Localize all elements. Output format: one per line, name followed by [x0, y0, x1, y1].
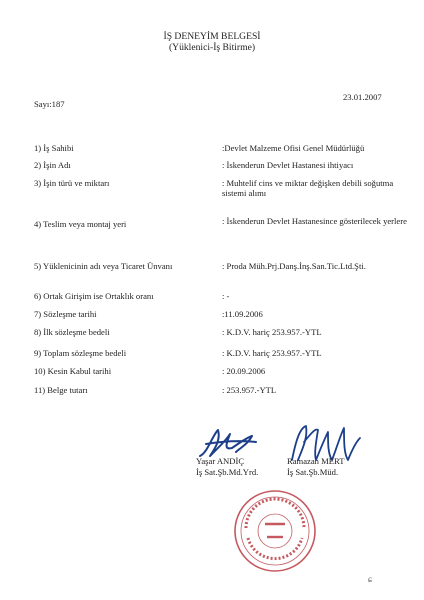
signatory-title: İş Sat.Şb.Müd.	[287, 467, 339, 477]
row-value: : Proda Müh.Prj.Danş.İnş.San.Tic.Ltd.Şti.	[222, 261, 366, 271]
row-value: : -	[222, 291, 230, 301]
row-value: : K.D.V. hariç 253.957.-YTL	[222, 348, 322, 358]
document-number: Sayı:187	[34, 99, 65, 109]
document-title: İŞ DENEYİM BELGESİ	[163, 31, 261, 42]
row-label: 4) Teslim veya montaj yeri	[34, 219, 127, 229]
row-label: 5) Yüklenicinin adı veya Ticaret Ünvanı	[34, 261, 173, 271]
document-subtitle: (Yüklenici-İş Bitirme)	[168, 42, 256, 53]
corner-mark-icon: ɕ	[368, 574, 372, 584]
row-label: 10) Kesin Kabul tarihi	[34, 366, 112, 376]
row-label: 6) Ortak Girişim ise Ortaklık oranı	[34, 291, 154, 301]
row-label: 1) İş Sahibi	[34, 143, 74, 153]
signatory-title: İş Sat.Şb.Md.Yrd.	[196, 467, 259, 477]
document-date: 23.01.2007	[343, 92, 382, 102]
row-label: 7) Sözleşme tarihi	[34, 309, 97, 319]
signatory-name: Yaşar ANDİÇ	[196, 456, 245, 466]
row-value: :Devlet Malzeme Ofisi Genel Müdürlüğü	[222, 143, 365, 153]
row-label: 8) İlk sözleşme bedeli	[34, 327, 110, 337]
row-value: : Muhtelif cins ve miktar değişken debili soğutma sistemi alımı	[222, 178, 394, 198]
row-label: 9) Toplam sözleşme bedeli	[34, 348, 127, 358]
signatory-name: Ramazan MERT	[287, 456, 345, 466]
row-value: : K.D.V. hariç 253.957.-YTL	[222, 327, 322, 337]
row-value: : 253.957.-YTL	[222, 385, 277, 395]
official-seal-icon	[232, 488, 318, 574]
row-value: :11.09.2006	[222, 309, 263, 319]
row-value: : 20.09.2006	[222, 366, 266, 376]
row-value: : İskenderun Devlet Hastanesince gösterilecek yerlere	[222, 216, 407, 226]
row-label: 3) İşin türü ve miktarı	[34, 178, 110, 188]
row-label: 11) Belge tutarı	[34, 385, 88, 395]
row-label: 2) İşin Adı	[34, 160, 71, 170]
row-value: : İskenderun Devlet Hastanesi ihtiyacı	[222, 160, 354, 170]
